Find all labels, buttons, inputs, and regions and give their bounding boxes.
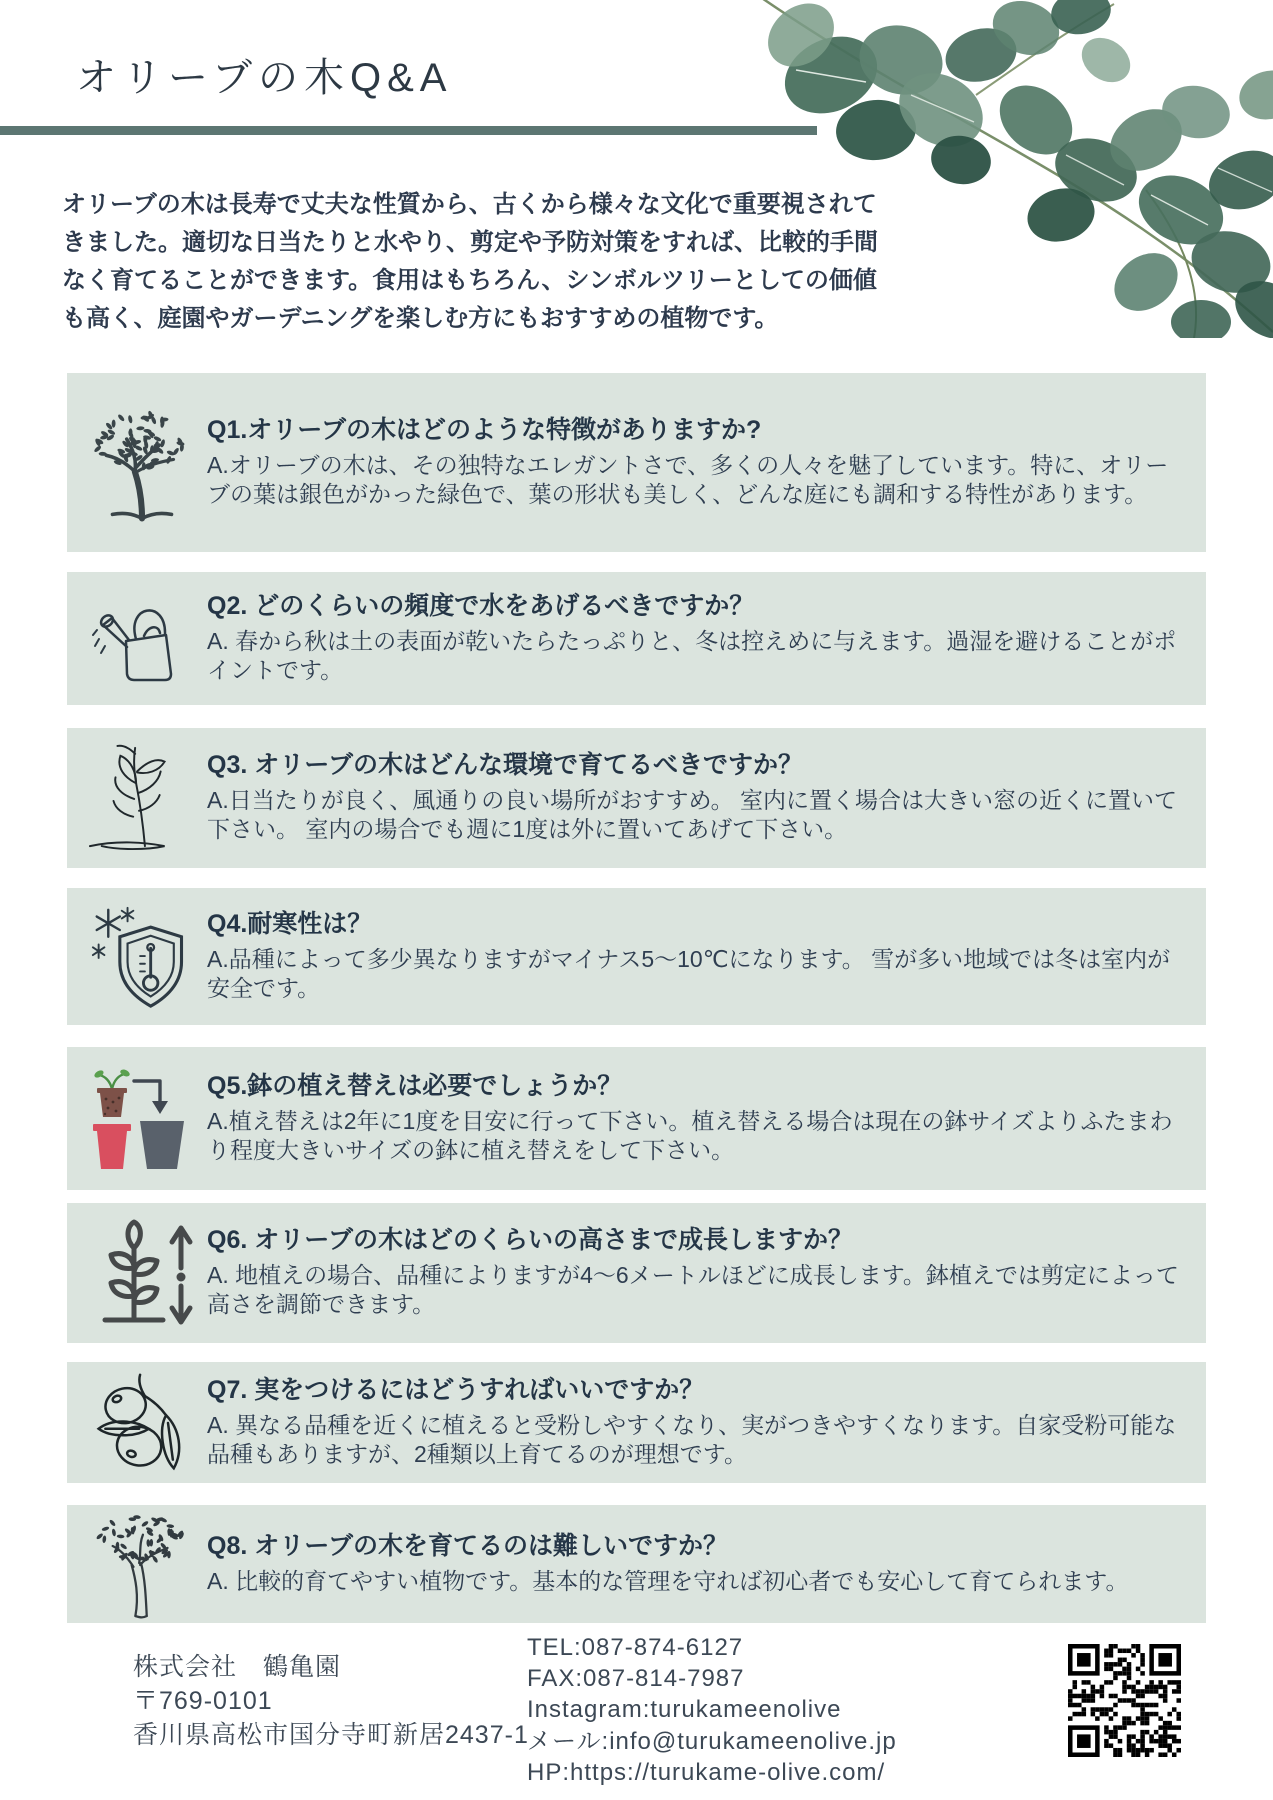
faq-question: Q8. オリーブの木を育てるのは難しいですか？ (207, 1532, 728, 1561)
fax: FAX:087-814-7987 (527, 1665, 745, 1693)
faq-question: Q3. オリーブの木はどんな環境で育てるべきですか？ (207, 751, 803, 780)
faq-answer: A.植え替えは2年に1度を目安に行って下さい。植え替える場合は現在の鉢サイズよりふたまわり程度大きいサイズの鉢に植え替えをして下さい。 (207, 1107, 1173, 1163)
faq-answer: A. 地植えの場合、品種によりますが4〜6メートルほどに成長します。鉢植えでは剪定によって高さを調節できます。 (207, 1262, 1179, 1318)
faq-question: Q4.耐寒性は？ (207, 909, 373, 938)
cold-shield-icon (73, 888, 211, 1025)
postal-code: 〒769-0101 (133, 1687, 273, 1715)
faq-answer: A.日当たりが良く、風通りの良い場所がおすすめ。 室内に置く場合は大きい窓の近くに置いて下さい。 室内の場合でも週に1度は外に置いてあげて下さい。 (207, 787, 1177, 843)
faq-answer: A.オリーブの木は、その独特なエレガントさで、多くの人々を魅了しています。特に、オリーブの葉は銀色がかった緑色で、葉の形状も美しく、どんな庭にも調和する特性があります。 (207, 451, 1169, 507)
faq-answer: A. 異なる品種を近くに植えると受粉しやすくなり、実がつきやすくなります。自家受粉可能な品種もありますが、2種類以上育てるのが理想です。 (207, 1411, 1177, 1467)
company-name: 株式会社 鶴亀園 (133, 1653, 342, 1681)
faq-question: Q5.鉢の植え替えは必要でしょうか？ (207, 1071, 623, 1100)
faq-answer: A. 春から秋は土の表面が乾いたらたっぷりと、冬は控えめに与えます。過湿を避けることがポイントです。 (207, 627, 1177, 683)
faq-section-q7 (67, 1362, 1206, 1483)
instagram: Instagram:turukameenolive (527, 1696, 842, 1724)
faq-section-q4 (67, 888, 1206, 1025)
faq-answer: A. 比較的育てやすい植物です。基本的な管理を守れば初心者でも安心して育てられます。 (207, 1567, 1129, 1594)
address: 香川県高松市国分寺町新居2437-1 (133, 1721, 529, 1749)
watering-can-icon (73, 572, 211, 705)
contact-info (527, 1632, 897, 1788)
faq-section-q3 (67, 728, 1206, 868)
email: メール:info@turukameenolive.jp (527, 1727, 897, 1755)
qr-code (1068, 1644, 1181, 1757)
homepage-url: HP:https://turukame-olive.com/ (527, 1758, 886, 1786)
faq-section-q2 (67, 572, 1206, 705)
repot-icon (73, 1047, 211, 1190)
faq-question: Q2. どのくらいの頻度で水をあげるべきですか？ (207, 591, 755, 620)
faq-section-q5 (67, 1047, 1206, 1190)
faq-question: Q7. 実をつけるにはどうすればいいですか？ (207, 1375, 705, 1404)
olive-tree-icon (73, 373, 211, 552)
faq-section-q6 (67, 1203, 1206, 1343)
growth-icon (73, 1203, 211, 1343)
faq-question: Q1.オリーブの木はどのような特徴がありますか? (207, 415, 762, 444)
intro-paragraph: オリーブの木は長寿で丈夫な性質から、古くから様々な文化で重要視されてきました。適切な日当たりと水やり、剪定や予防対策をすれば、比較的手間なく育てることができます。食用はもちろん、シンボルツリーとしての価値も高く、庭園やガーデニングを楽しむ方にもおすすめの植物です。 (62, 191, 878, 332)
olive-branch-icon (73, 1362, 211, 1483)
leafy-tree-icon (73, 1505, 211, 1623)
faq-section-q1 (67, 373, 1206, 552)
sapling-icon (73, 728, 211, 868)
faq-section-q8 (67, 1505, 1206, 1623)
footer (0, 1630, 1273, 1800)
title-divider (0, 126, 817, 135)
company-info (133, 1650, 529, 1752)
page-title: オリーブの木Q&A (76, 56, 453, 100)
faq-answer: A.品種によって多少異なりますがマイナス5～10℃になります。 雪が多い地域では冬は室内が安全です。 (207, 945, 1171, 1001)
faq-question: Q6. オリーブの木はどのくらいの高さまで成長しますか？ (207, 1226, 853, 1255)
tel: TEL:087-874-6127 (527, 1634, 744, 1661)
